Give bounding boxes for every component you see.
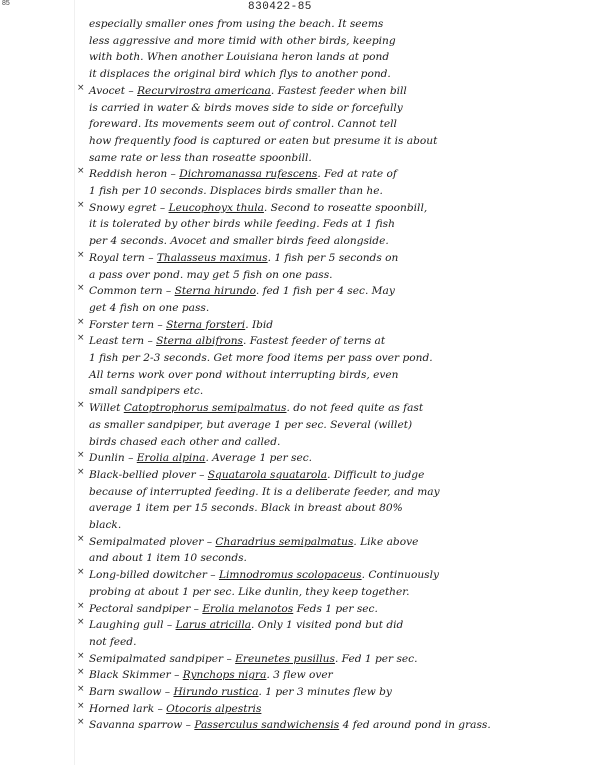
note-text (89, 601, 378, 617)
note-text (89, 200, 427, 216)
note-line (0, 383, 600, 399)
note-text (89, 617, 403, 633)
scientific-name: Charadrius semipalmatus (215, 535, 354, 548)
observation-text: . Fastest feeder of terns at (243, 335, 386, 348)
note-text: as smaller sandpiper, but average 1 per sec. Several (willet) (89, 418, 413, 431)
note-line (0, 66, 600, 82)
note-line (0, 283, 600, 299)
note-line (0, 250, 600, 266)
observation-text: . Like above (353, 535, 419, 548)
note-text: 1 fish per 10 seconds. Displaces birds smaller than he. (89, 185, 383, 197)
note-text: it displaces the original bird which flys to another pond. (89, 68, 391, 81)
note-line (0, 634, 600, 650)
scientific-name: Erolia alpina (136, 452, 206, 465)
note-line (0, 16, 600, 32)
page-id-stamp: 830422-85 (248, 1, 312, 13)
scientific-name: Ereunetes pusillus (235, 652, 335, 665)
page-number: 85 (2, 0, 10, 7)
note-text: especially smaller ones from using the beach. It seems (89, 18, 384, 30)
check-mark-icon: × (77, 333, 85, 344)
common-name: Savanna sparrow – (89, 719, 195, 732)
common-name: Long-billed dowitcher – (89, 569, 219, 582)
note-line (0, 651, 600, 667)
common-name: Semipalmated plover – (89, 535, 216, 548)
note-text: per 4 seconds. Avocet and smaller birds feed alongside. (89, 235, 389, 248)
note-line (0, 517, 600, 533)
note-text (89, 400, 423, 416)
note-text (89, 701, 261, 717)
common-name: Snowy egret – (89, 201, 169, 214)
check-mark-icon: × (77, 316, 85, 327)
note-line (0, 233, 600, 249)
observation-text: . Continuously (361, 569, 439, 582)
note-line (0, 216, 600, 232)
observation-text: Feds 1 per sec. (293, 602, 378, 615)
common-name: Black Skimmer – (89, 669, 183, 682)
observation-text: . 3 flew over (266, 669, 333, 682)
note-text: foreward. Its movements seem out of control. Cannot tell (89, 118, 397, 131)
note-text (89, 534, 418, 550)
note-line (0, 150, 600, 166)
note-text: same rate or less than roseatte spoonbill. (89, 151, 312, 164)
observation-text: 4 fed around pond in grass. (339, 719, 491, 732)
note-line (0, 467, 600, 483)
scientific-name: Recurvirostra americana (137, 84, 271, 97)
note-text: probing at about 1 per sec. Like dunlin, they keep together. (89, 585, 410, 598)
note-line (0, 183, 600, 199)
note-line (0, 500, 600, 516)
note-text: it is tolerated by other birds while feeding. Feds at 1 fish (89, 218, 395, 231)
common-name: Willet (89, 402, 124, 415)
observation-text: . Fed at rate of (317, 168, 397, 181)
note-text (89, 450, 312, 466)
note-text (89, 667, 333, 683)
observation-text: . 1 per 3 minutes flew by (258, 686, 392, 698)
scientific-name: Rynchops nigra (182, 669, 267, 682)
note-line (0, 417, 600, 433)
note-text: 1 fish per 2-3 seconds. Get more food items per pass over pond. (89, 352, 433, 364)
note-line (0, 350, 600, 366)
note-line (0, 200, 600, 216)
note-line (0, 100, 600, 116)
check-mark-icon: × (77, 650, 85, 661)
observation-text: . 1 fish per 5 seconds on (267, 251, 399, 264)
note-text: average 1 item per 15 seconds. Black in breast about 80% (89, 502, 403, 515)
scientific-name: Leucophoyx thula (168, 201, 264, 214)
note-text: All terns work over pond without interrupting birds, even (89, 368, 399, 381)
common-name: Horned lark – (89, 702, 167, 715)
note-text (89, 467, 424, 483)
note-text (89, 333, 385, 349)
note-text (89, 83, 407, 99)
check-mark-icon: × (77, 567, 85, 578)
scientific-name: Larus atricilla (175, 619, 252, 632)
scientific-name: Sterna hirundo (174, 285, 256, 298)
note-text (89, 717, 491, 733)
note-text: with both. When another Louisiana heron lands at pond (89, 51, 390, 64)
common-name: Laughing gull – (89, 619, 176, 632)
check-mark-icon: × (77, 617, 85, 628)
common-name: Least tern – (89, 335, 157, 348)
check-mark-icon: × (77, 450, 85, 461)
common-name: Reddish heron – (89, 168, 180, 181)
common-name: Black-bellied plover – (89, 468, 208, 481)
note-line (0, 584, 600, 600)
common-name: Avocet – (89, 84, 138, 97)
common-name: Barn swallow – (89, 686, 174, 698)
note-line (0, 49, 600, 65)
note-line (0, 567, 600, 583)
note-text (89, 250, 398, 266)
note-text (89, 651, 417, 667)
scientific-name: Otocoris alpestris (166, 702, 262, 715)
scientific-name: Sterna albifrons (156, 335, 243, 348)
note-line (0, 367, 600, 383)
note-text: because of interrupted feeding. It is a deliberate feeder, and may (89, 485, 440, 498)
note-text: not feed. (89, 635, 137, 648)
note-line (0, 550, 600, 566)
note-text: and about 1 item 10 seconds. (89, 552, 247, 565)
note-text: how frequently food is captured or eaten but presume it is about (89, 134, 438, 147)
note-text: less aggressive and more timid with other birds, keeping (89, 34, 396, 47)
note-text: is carried in water & birds moves side to side or forcefully (89, 101, 403, 114)
check-mark-icon: × (77, 667, 85, 678)
observation-text: . fed 1 fish per 4 sec. May (255, 285, 395, 298)
check-mark-icon: × (77, 600, 85, 611)
check-mark-icon: × (77, 533, 85, 544)
note-text (89, 317, 273, 333)
note-line (0, 333, 600, 349)
observation-text: . Only 1 visited pond but did (251, 619, 404, 632)
note-line (0, 116, 600, 132)
scientific-name: Hirundo rustica (173, 686, 259, 698)
note-line (0, 317, 600, 333)
observation-text: . Difficult to judge (327, 468, 425, 481)
note-text: birds chased each other and called. (89, 435, 281, 448)
note-line (0, 534, 600, 550)
check-mark-icon: × (77, 283, 85, 294)
check-mark-icon: × (77, 249, 85, 260)
scientific-name: Thalasseus maximus (156, 251, 268, 264)
check-mark-icon: × (77, 166, 85, 177)
scientific-name: Dichromanassa rufescens (179, 168, 318, 181)
note-line (0, 701, 600, 717)
note-line (0, 300, 600, 316)
note-line (0, 400, 600, 416)
scientific-name: Erolia melanotos (202, 602, 294, 615)
check-mark-icon: × (77, 700, 85, 711)
scientific-name: Squatarola squatarola (207, 468, 328, 481)
note-text: get 4 fish on one pass. (89, 301, 210, 314)
observation-text: . Fastest feeder when bill (270, 84, 407, 97)
note-line (0, 434, 600, 450)
common-name: Dunlin – (89, 452, 137, 465)
observation-text: . Ibid (245, 318, 274, 331)
note-text (89, 684, 392, 700)
check-mark-icon: × (77, 199, 85, 210)
scientific-name: Passerculus sandwichensis (194, 719, 340, 732)
note-text (89, 166, 397, 182)
observation-text: . Second to roseatte spoonbill, (263, 201, 428, 214)
note-text (89, 283, 395, 299)
note-line (0, 133, 600, 149)
common-name: Common tern – (89, 285, 175, 298)
note-line (0, 166, 600, 182)
check-mark-icon: × (77, 717, 85, 728)
common-name: Pectoral sandpiper – (89, 602, 203, 615)
note-line (0, 83, 600, 99)
common-name: Forster tern – (89, 318, 167, 331)
note-line (0, 33, 600, 49)
note-text: black. (89, 519, 122, 531)
note-line (0, 617, 600, 633)
note-line (0, 684, 600, 700)
note-line (0, 450, 600, 466)
scientific-name: Catoptrophorus semipalmatus (123, 402, 287, 415)
common-name: Royal tern – (89, 251, 157, 264)
note-line (0, 601, 600, 617)
note-text (89, 567, 439, 583)
check-mark-icon: × (77, 400, 85, 411)
check-mark-icon: × (77, 82, 85, 93)
scientific-name: Limnodromus scolopaceus (218, 569, 362, 582)
check-mark-icon: × (77, 684, 85, 694)
note-line (0, 267, 600, 283)
note-line (0, 667, 600, 683)
check-mark-icon: × (77, 466, 85, 477)
note-line (0, 484, 600, 500)
observation-text: . Fed 1 per sec. (334, 652, 418, 665)
observation-text: . do not feed quite as fast (286, 402, 424, 415)
common-name: Semipalmated sandpiper – (89, 652, 236, 665)
note-text: small sandpipers etc. (89, 385, 204, 398)
scientific-name: Sterna forsteri (166, 318, 246, 331)
observation-text: . Average 1 per sec. (205, 452, 313, 465)
note-line (0, 717, 600, 733)
note-text: a pass over pond. may get 5 fish on one pass. (89, 268, 333, 281)
